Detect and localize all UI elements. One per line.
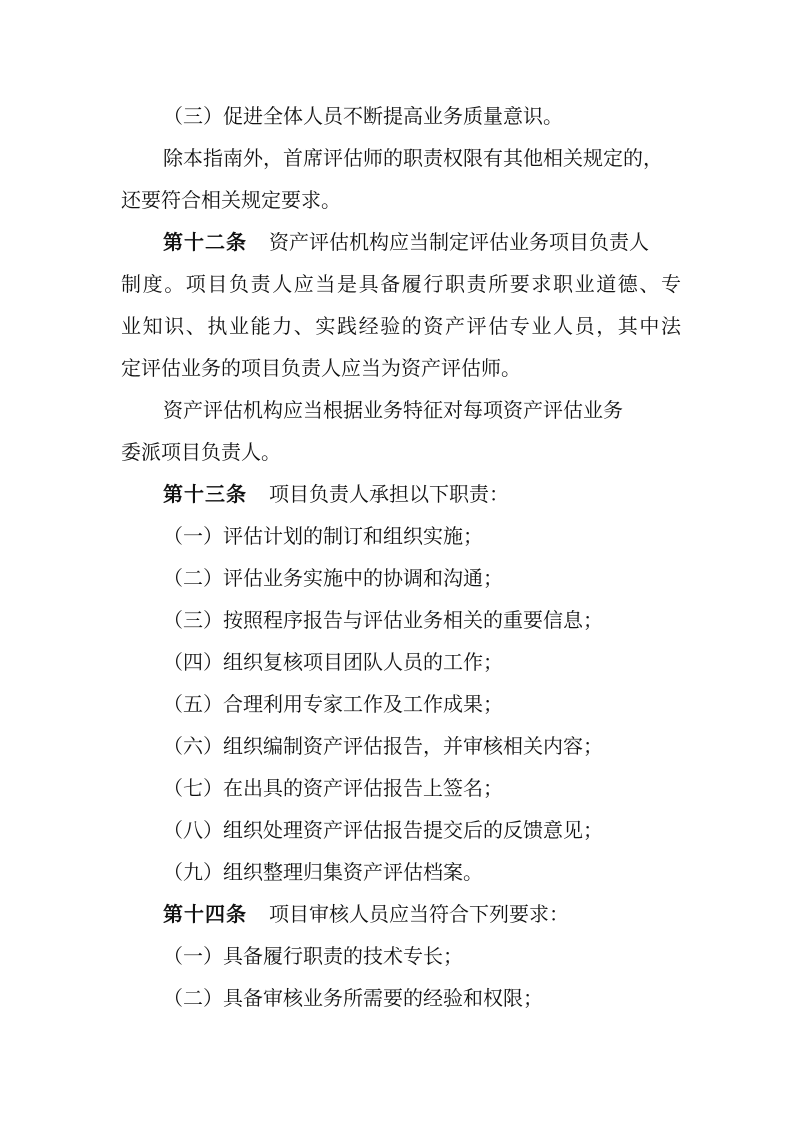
text-span: 项目审核人员应当符合下列要求： [269,902,569,926]
text-line: 业知识、执业能力、实践经验的资产评估专业人员，其中法 [121,314,683,338]
list-item: （二）评估业务实施中的协调和沟通； [163,566,503,590]
text-line: 除本指南外，首席评估师的职责权限有其他相关规定的， [163,146,663,170]
article-14-first-line [163,893,569,935]
text-line: 委派项目负责人。 [121,440,281,464]
text-line: 资产评估机构应当根据业务特征对每项资产评估业务 [163,398,623,422]
list-item: （一）评估计划的制订和组织实施； [163,524,483,548]
text-span: 项目负责人承担以下职责： [269,482,509,506]
article-13-first-line [163,473,509,515]
list-item: （八）组织处理资产评估报告提交后的反馈意见； [163,818,603,842]
list-item: （五）合理利用专家工作及工作成果； [163,692,503,716]
list-item: （六）组织编制资产评估报告，并审核相关内容； [163,734,603,758]
list-item: （七）在出具的资产评估报告上签名； [163,776,503,800]
text-line: （三）促进全体人员不断提高业务质量意识。 [163,104,563,128]
list-item: （九）组织整理归集资产评估档案。 [163,860,483,884]
text-line: 定评估业务的项目负责人应当为资产评估师。 [121,356,521,380]
list-item: （四）组织复核项目团队人员的工作； [163,650,503,674]
text-line: 还要符合相关规定要求。 [121,188,341,212]
list-item: （三）按照程序报告与评估业务相关的重要信息； [163,608,603,632]
article-label: 第十三条 [163,482,247,506]
article-12-first-line [163,221,649,263]
article-label: 第十二条 [163,230,247,254]
list-item: （二）具备审核业务所需要的经验和权限； [163,986,543,1010]
article-label: 第十四条 [163,902,247,926]
text-line: 制度。项目负责人应当是具备履行职责所要求职业道德、专 [121,272,683,296]
list-item: （一）具备履行职责的技术专长； [163,944,463,968]
text-span: 资产评估机构应当制定评估业务项目负责人 [269,230,649,254]
